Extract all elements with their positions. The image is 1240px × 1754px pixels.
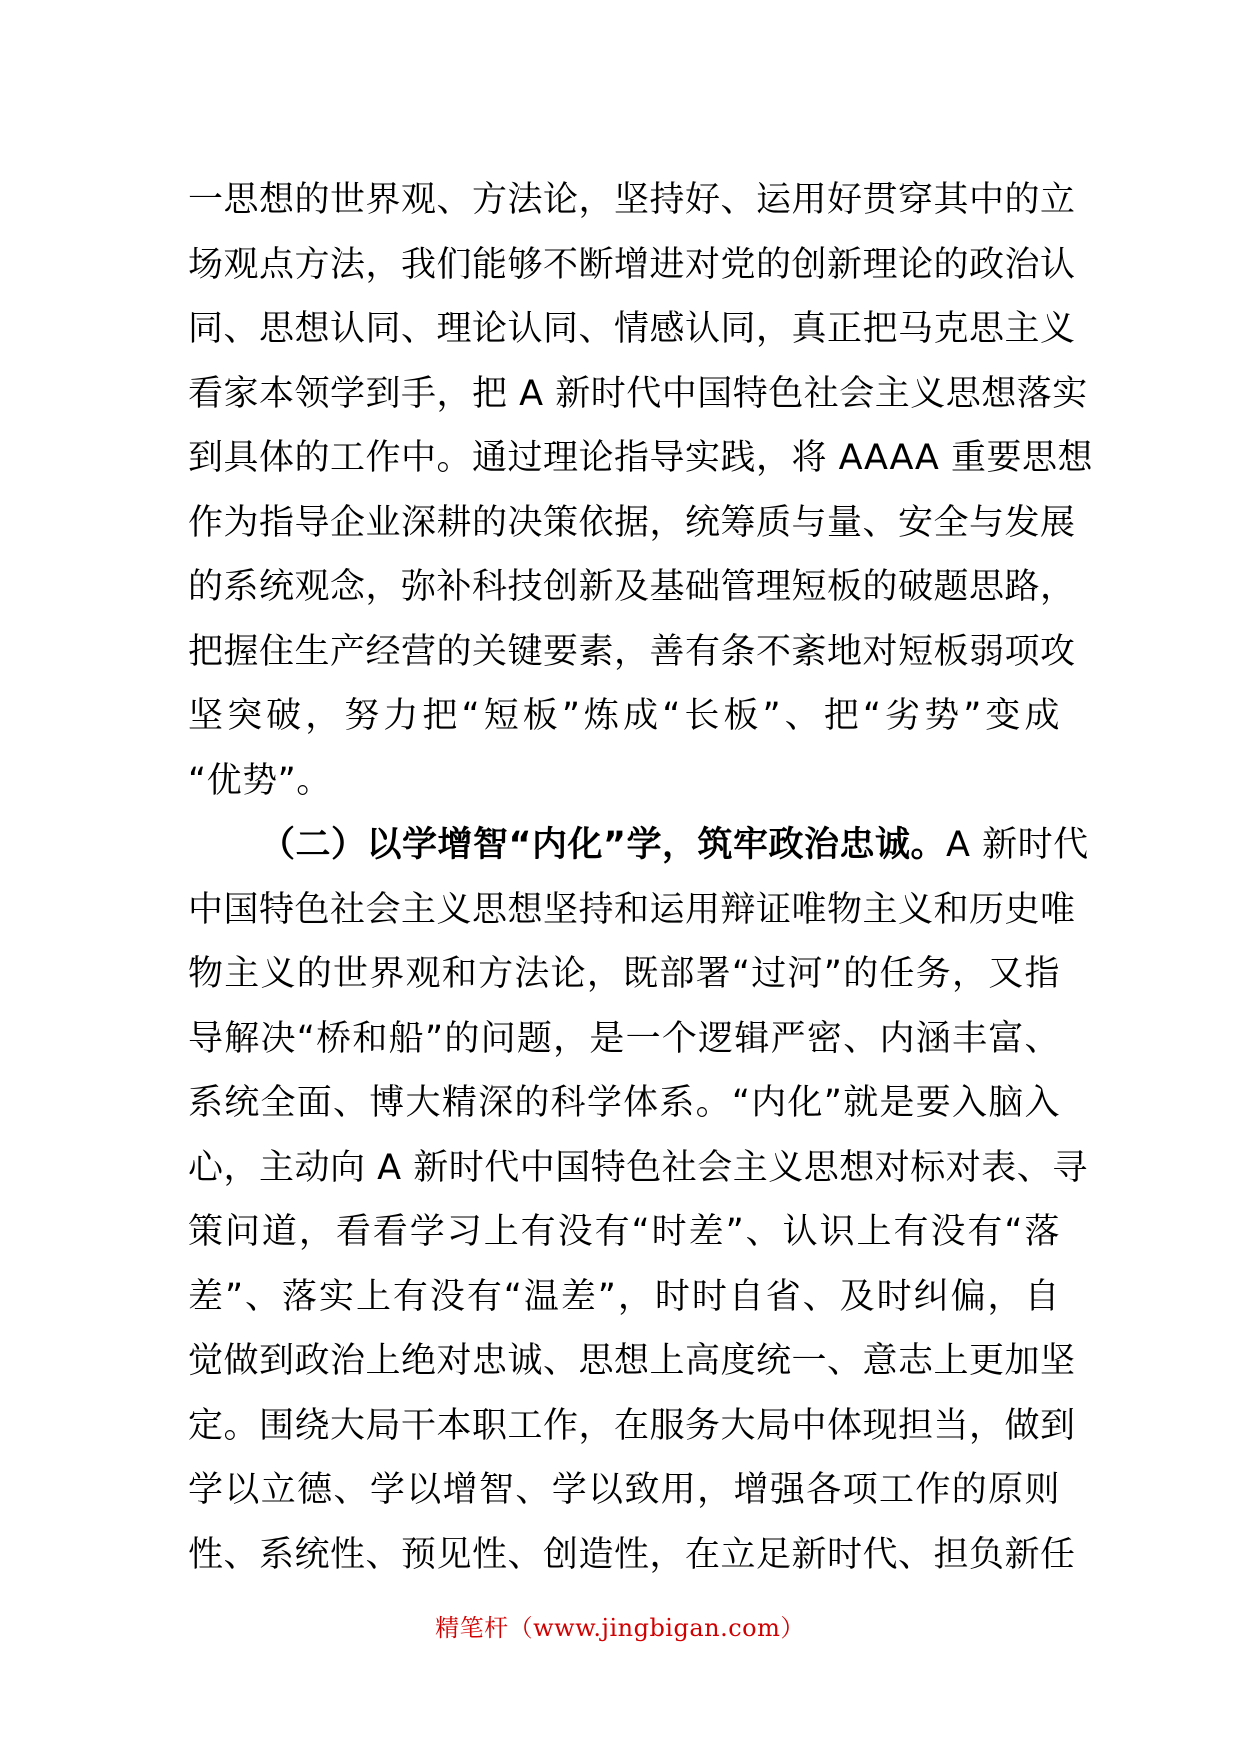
body-text [188,168,1093,1587]
text-line: 的系统观念，弥补科技创新及基础管理短板的破题思路， [188,567,1076,607]
text-line: 策问道，看看学习上有没有“时差”、认识上有没有“落 [188,1212,1060,1252]
heading-line-rest: A 新时代 [946,825,1089,865]
text-line: 中国特色社会主义思想坚持和运用辩证唯物主义和历史唯 [188,889,1076,930]
text-line: 系统全面、博大精深的科学体系。“内化”就是要入脑入 [188,1083,1060,1123]
text-line: 同、思想认同、理论认同、情感认同，真正把马克思主义 [188,309,1076,349]
text-line: 看家本领学到手，把 A 新时代中国特色社会主义思想落实 [188,373,1088,414]
text-line: 物主义的世界观和方法论，既部署“过河”的任务，又指 [188,954,1060,994]
section-heading-line [188,813,1089,878]
text-line: 把握住生产经营的关键要素，善有条不紊地对短板弱项攻 [188,631,1076,672]
text-line: 学以立德、学以增智、学以致用，增强各项工作的原则 [188,1470,1060,1510]
section-heading: （二）以学增智“内化”学，筑牢政治忠诚。 [260,825,947,865]
text-line: 差”、落实上有没有“温差”，时时自省、及时纠偏，自 [188,1276,1060,1317]
text-line: 定。围绕大局干本职工作，在服务大局中体现担当，做到 [188,1405,1076,1446]
paragraph-2 [188,813,1089,1587]
paragraph-1 [188,168,1093,813]
text-line: 场观点方法，我们能够不断增进对党的创新理论的政治认 [188,244,1076,285]
text-line: “优势”。 [188,760,332,801]
text-line: 作为指导企业深耕的决策依据，统筹质与量、安全与发展 [188,502,1076,543]
text-line: 心，主动向 A 新时代中国特色社会主义思想对标对表、寻 [188,1147,1088,1188]
text-line: 到具体的工作中。通过理论指导实践，将 AAAA 重要思想 [188,438,1093,478]
text-line: 一思想的世界观、方法论，坚持好、运用好贯穿其中的立 [188,180,1076,220]
text-line: 觉做到政治上绝对忠诚、思想上高度统一、意志上更加坚 [188,1341,1076,1381]
footer-watermark: 精笔杆（www.jingbigan.com） [435,1614,805,1642]
text-line: 性、系统性、预见性、创造性，在立足新时代、担负新任 [188,1534,1076,1575]
text-line: 坚突破，努力把“短板”炼成“长板”、把“劣势”变成 [188,696,1060,736]
text-line: 导解决“桥和船”的问题，是一个逻辑严密、内涵丰富、 [188,1018,1060,1059]
